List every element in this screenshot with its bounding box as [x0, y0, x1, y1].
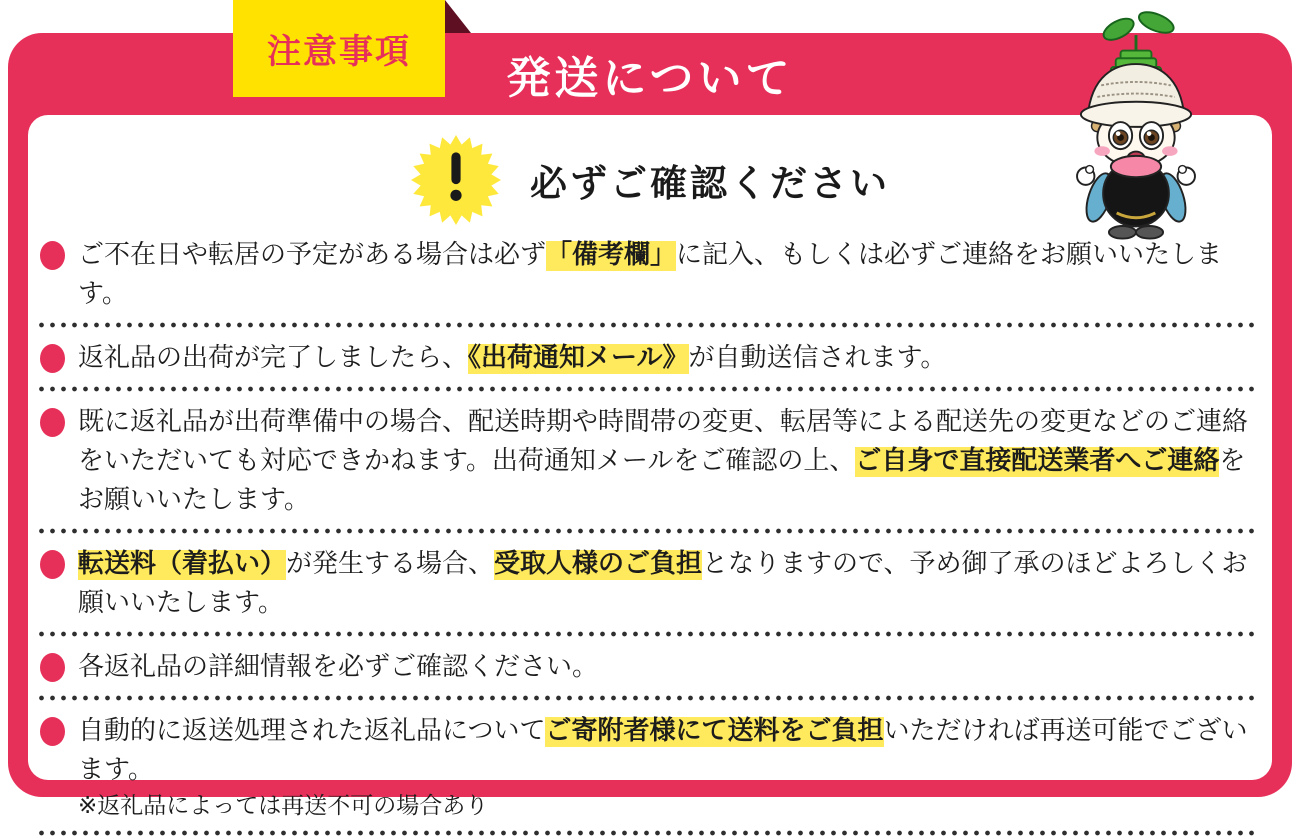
dotted-separator — [36, 322, 1254, 328]
mascot-character — [1070, 8, 1202, 240]
dotted-separator — [36, 631, 1254, 637]
bullet-dot — [40, 408, 65, 437]
bullet-dot — [40, 344, 65, 373]
note-text: 各返礼品の詳細情報を必ずご確認ください。 — [78, 651, 599, 681]
bullet-dot — [40, 241, 65, 270]
dotted-separator — [36, 695, 1254, 701]
exclamation-burst-icon — [410, 134, 502, 226]
note-item — [36, 402, 1254, 519]
caution-badge — [233, 0, 445, 97]
bullet-dot — [40, 653, 65, 682]
note-item — [36, 338, 1254, 377]
warning-heading: 必ずご確認ください — [530, 163, 890, 204]
badge-fold-corner — [445, 0, 473, 34]
note-text: 自動的に返送処理された返礼品についてご寄附者様にて送料をご負担いただければ再送可能でございます。 — [78, 715, 1248, 784]
page-title: 発送について — [506, 54, 794, 103]
highlighted-text: 「備考欄」 — [546, 239, 677, 269]
note-footnote: ※返礼品によっては再送不可の場合あり — [78, 792, 489, 818]
highlighted-text: ご寄附者様にて送料をご負担 — [545, 715, 884, 745]
note-text: 既に返礼品が出荷準備中の場合、配送時期や時間帯の変更、転居等による配送先の変更などのご連絡をいただいても対応できかねます。出荷通知メールをご確認の上、ご自身で直接配送業者へご連絡をお願いいたします。 — [78, 406, 1249, 514]
notes-list — [36, 235, 1254, 836]
note-item — [36, 235, 1254, 313]
highlighted-text: 転送料（着払い） — [78, 548, 287, 578]
dotted-separator — [36, 386, 1254, 392]
highlighted-text: 《出荷通知メール》 — [468, 342, 689, 372]
highlighted-text: 受取人様のご負担 — [494, 548, 703, 578]
note-text: 返礼品の出荷が完了しましたら、《出荷通知メール》が自動送信されます。 — [78, 342, 947, 372]
note-item — [36, 711, 1254, 821]
bullet-dot — [40, 717, 65, 746]
note-item — [36, 544, 1254, 622]
note-text: ご不在日や転居の予定がある場合は必ず「備考欄」に記入、もしくは必ずご連絡をお願いいたします。 — [78, 239, 1223, 308]
sprout-icon — [1100, 8, 1176, 52]
note-text: 転送料（着払い）が発生する場合、受取人様のご負担となりますので、予め御了承のほどよろしくお願いいたします。 — [78, 548, 1248, 617]
caution-badge-label: 注意事項 — [267, 33, 411, 71]
highlighted-text: ご自身で直接配送業者へご連絡 — [855, 445, 1220, 475]
note-item — [36, 647, 1254, 686]
bullet-dot — [40, 550, 65, 579]
dotted-separator — [36, 830, 1254, 836]
dotted-separator — [36, 528, 1254, 534]
